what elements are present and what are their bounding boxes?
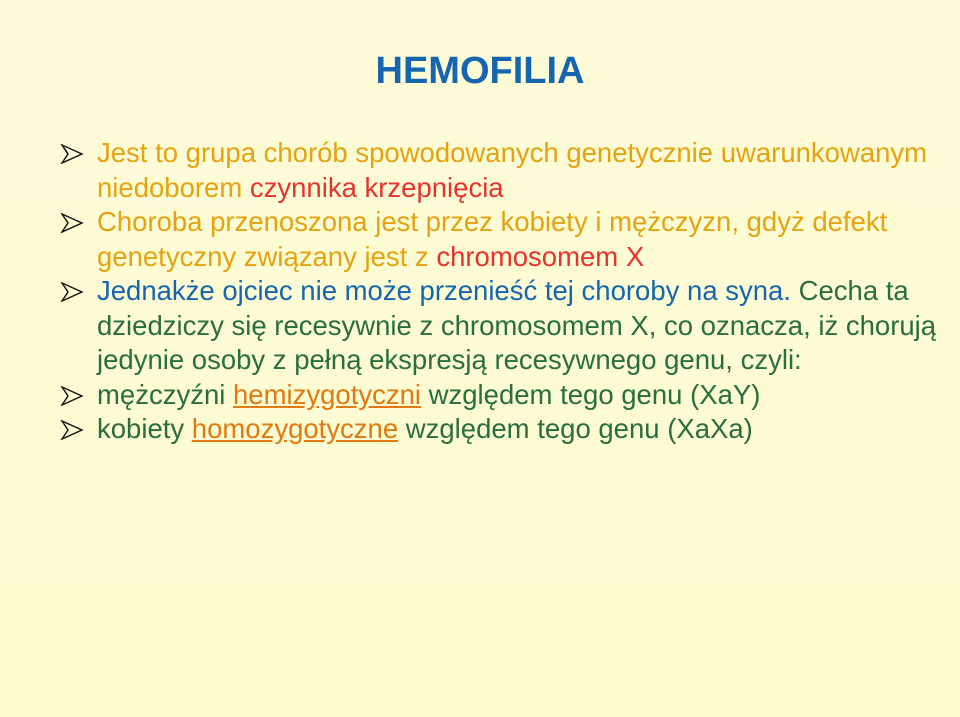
slide-title: HEMOFILIA: [375, 50, 585, 92]
bullet-text-highlight: chromosomem X: [436, 240, 645, 272]
arrowhead-bullet-icon: [60, 386, 84, 406]
bullet-item: [60, 136, 940, 205]
bullet-text-highlight: czynnika krzepnięcia: [249, 171, 504, 203]
arrowhead-bullet-icon: [60, 144, 84, 164]
arrowhead-bullet-icon: [60, 420, 84, 440]
bullet-text-continued: względem tego genu (XaY): [421, 378, 761, 410]
bullet-item: [60, 274, 940, 378]
bullet-list: [60, 136, 940, 447]
bullet-item: [60, 412, 940, 447]
hemizygotyczni-link[interactable]: hemizygotyczni: [233, 378, 421, 410]
bullet-text-continued: względem tego genu (XaXa): [398, 413, 753, 444]
bullet-item: [60, 205, 940, 274]
homozygotyczne-link[interactable]: homozygotyczne: [191, 413, 399, 444]
arrowhead-bullet-icon: [60, 282, 84, 302]
bullet-text: kobiety: [97, 413, 192, 444]
bullet-text: Choroba przenoszona jest przez kobiety i mężczyzn, gdyż defekt genetyczny związany jest z: [97, 206, 888, 272]
bullet-text: Jednakże ojciec nie może przenieść tej choroby na syna.: [97, 275, 799, 306]
arrowhead-bullet-icon: [60, 213, 84, 233]
bullet-item: [60, 378, 940, 413]
bullet-text: Jest to grupa chorób spowodowanych genetycznie uwarunkowanym niedoborem: [97, 137, 928, 203]
bullet-text: mężczyźni: [97, 378, 233, 410]
bullet-text-continued: Cecha ta dziedziczy się recesywnie z chromosomem X, co oznacza, iż chorują jedynie osoby z pełną ekspresją recesywnego genu, czyli:: [97, 275, 937, 375]
